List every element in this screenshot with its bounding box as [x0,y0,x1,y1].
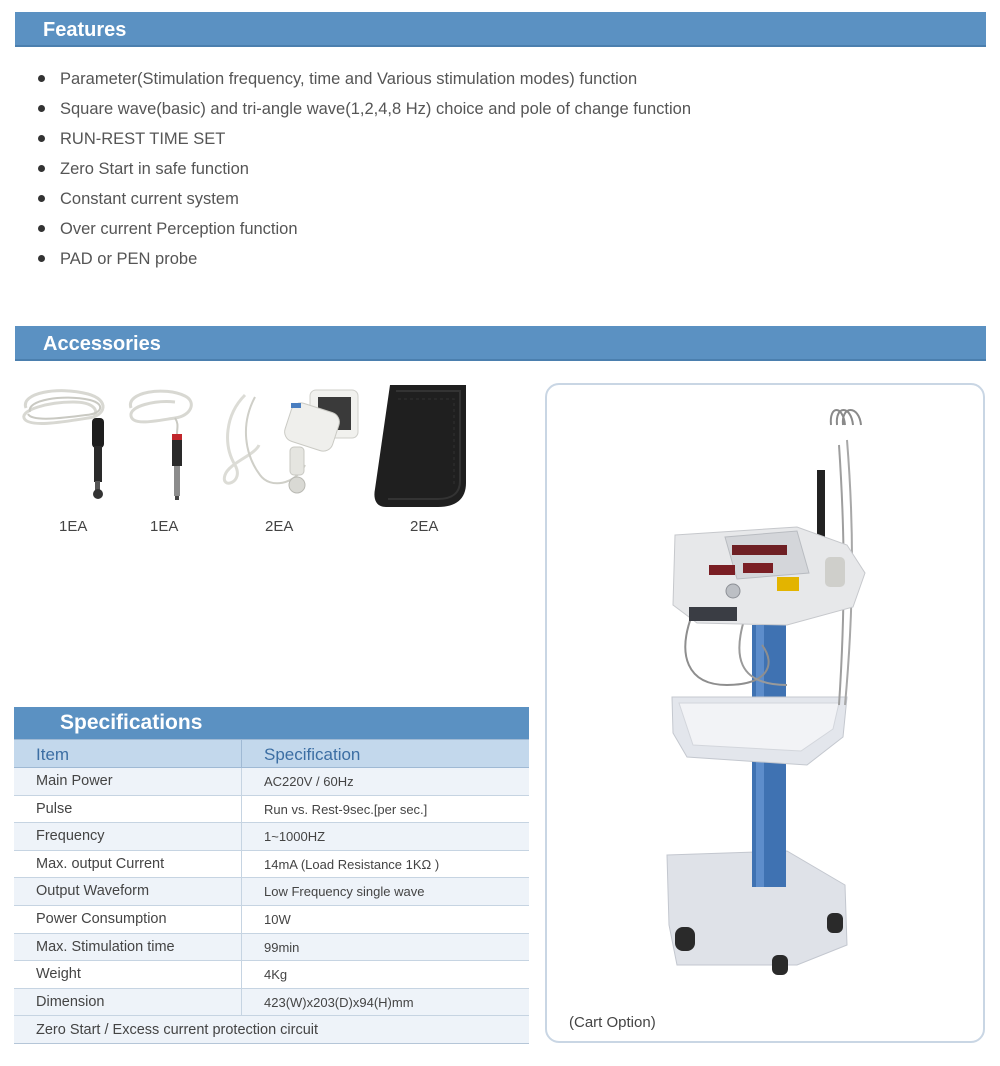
electrode-pad-cable-image [215,385,360,505]
feature-item: Square wave(basic) and tri-angle wave(1,2,4,8 Hz) choice and pole of change function [38,94,691,124]
table-row: Weight 4Kg [14,961,529,989]
pen-probe-rod-image [125,388,200,503]
table-footer-note: Zero Start / Excess current protection circuit [14,1016,529,1044]
table-row: Pulse Run vs. Rest-9sec.[per sec.] [14,796,529,824]
cart-device-image [547,385,983,1041]
features-heading: Features [15,12,986,47]
table-row: Max. Stimulation time 99min [14,934,529,962]
table-header [14,739,529,768]
table-row: Frequency 1~1000HZ [14,823,529,851]
bullet-icon [38,195,45,202]
specifications-table [14,707,529,1044]
feature-item: RUN-REST TIME SET [38,124,691,154]
column-header-item: Item [14,740,242,767]
specifications-heading: Specifications [14,707,529,739]
table-row: Max. output Current 14mA (Load Resistance 1KΩ ) [14,851,529,879]
velcro-belt-image [372,383,470,510]
feature-item: Constant current system [38,184,691,214]
table-row: Main Power AC220V / 60Hz [14,768,529,796]
pen-probe-roller-image [18,388,113,503]
bullet-icon [38,105,45,112]
accessory-qty: 2EA [265,518,294,535]
accessory-qty: 2EA [410,518,439,535]
bullet-icon [38,225,45,232]
feature-item: Parameter(Stimulation frequency, time and Various stimulation modes) function [38,64,691,94]
accessory-qty: 1EA [150,518,179,535]
bullet-icon [38,255,45,262]
bullet-icon [38,165,45,172]
feature-item: Over current Perception function [38,214,691,244]
feature-item: Zero Start in safe function [38,154,691,184]
accessory-qty: 1EA [59,518,88,535]
accessories-heading: Accessories [15,326,986,361]
column-header-spec: Specification [264,745,361,764]
cart-option-panel [545,383,985,1043]
feature-list [38,64,691,274]
table-row: Output Waveform Low Frequency single wave [14,878,529,906]
bullet-icon [38,135,45,142]
feature-item: PAD or PEN probe [38,244,691,274]
bullet-icon [38,75,45,82]
table-row: Power Consumption 10W [14,906,529,934]
cart-caption: (Cart Option) [569,1014,656,1031]
table-row: Dimension 423(W)x203(D)x94(H)mm [14,989,529,1017]
